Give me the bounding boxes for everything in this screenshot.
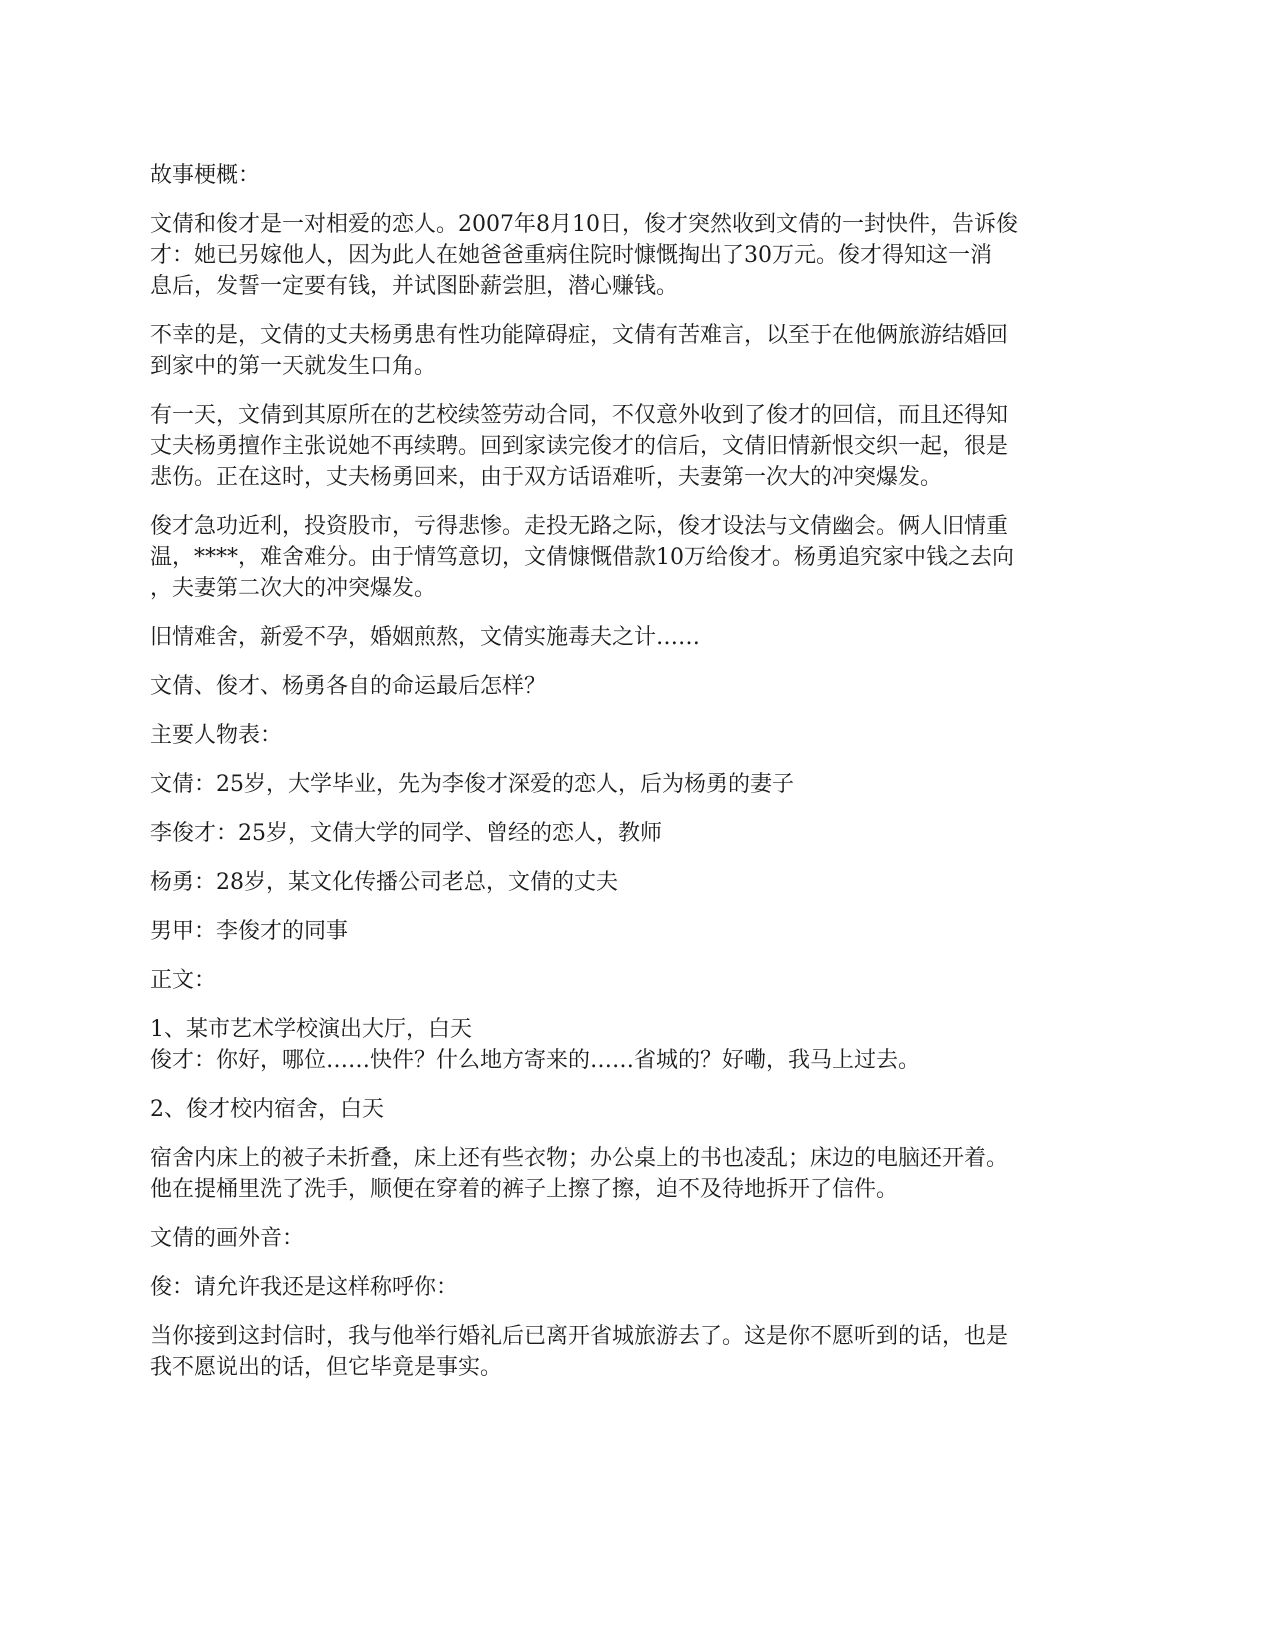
synopsis-paragraph-4 [150, 511, 1125, 604]
text-line: 宿舍内床上的被子未折叠，床上还有些衣物；办公桌上的书也凌乱；床边的电脑还开着。 [150, 1146, 1009, 1171]
synopsis-paragraph-2 [150, 320, 1125, 382]
text-line: 文倩、俊才、杨勇各自的命运最后怎样？ [150, 674, 547, 699]
heading-body: 正文： [150, 968, 217, 993]
dialogue-line: 俊才：你好，哪位……快件？什么地方寄来的……省城的？好嘞，我马上过去。 [150, 1048, 921, 1073]
scene-title: 1、某市艺术学校演出大厅，白天 [150, 1017, 472, 1042]
character-entry: 李俊才：25岁，文倩大学的同学、曾经的恋人，教师 [150, 821, 662, 846]
heading-synopsis: 故事梗概： [150, 163, 261, 188]
text-line: ，夫妻第二次大的冲突爆发。 [150, 576, 437, 601]
text-line: 才：她已另嫁他人，因为此人在她爸爸重病住院时慷慨掏出了30万元。俊才得知这一消 [150, 243, 992, 268]
letter-body [150, 1321, 1125, 1383]
text-line: 息后，发誓一定要有钱，并试图卧薪尝胆，潜心赚钱。 [150, 274, 679, 299]
text-line: 不幸的是，文倩的丈夫杨勇患有性功能障碍症，文倩有苦难言，以至于在他俩旅游结婚回 [150, 323, 1009, 348]
text-line: 俊才急功近利，投资股市，亏得悲惨。走投无路之际，俊才设法与文倩幽会。俩人旧情重 [150, 514, 1009, 539]
scene-action [150, 1143, 1125, 1205]
synopsis-paragraph-6 [150, 671, 1125, 702]
scene-title: 2、俊才校内宿舍，白天 [150, 1097, 384, 1122]
text-line: 我不愿说出的话，但它毕竟是事实。 [150, 1355, 503, 1380]
text-line: 当你接到这封信时，我与他举行婚礼后已离开省城旅游去了。这是你不愿听到的话，也是 [150, 1324, 1009, 1349]
character-entry: 男甲：李俊才的同事 [150, 919, 349, 944]
synopsis-paragraph-5 [150, 622, 1125, 653]
synopsis-paragraph-1 [150, 209, 1125, 302]
text-line: 温，****，难舍难分。由于情笃意切，文倩慷慨借款10万给俊才。杨勇追究家中钱之去向 [150, 545, 1014, 570]
text-line: 有一天，文倩到其原所在的艺校续签劳动合同，不仅意外收到了俊才的回信，而且还得知 [150, 403, 1009, 428]
letter-greeting: 俊：请允许我还是这样称呼你： [150, 1275, 459, 1300]
character-entry: 杨勇：28岁，某文化传播公司老总，文倩的丈夫 [150, 870, 618, 895]
text-line: 悲伤。正在这时，丈夫杨勇回来，由于双方话语难听，夫妻第一次大的冲突爆发。 [150, 465, 943, 490]
text-line: 文倩和俊才是一对相爱的恋人。2007年8月10日，俊才突然收到文倩的一封快件，告诉俊 [150, 212, 1018, 237]
character-entry: 文倩：25岁，大学毕业，先为李俊才深爱的恋人，后为杨勇的妻子 [150, 772, 794, 797]
scene-1 [150, 1014, 1125, 1076]
document-page [150, 160, 1125, 1401]
text-line: 丈夫杨勇擅作主张说她不再续聘。回到家读完俊才的信后，文倩旧情新恨交织一起，很是 [150, 434, 1009, 459]
text-line: 到家中的第一天就发生口角。 [150, 354, 437, 379]
synopsis-paragraph-3 [150, 400, 1125, 493]
heading-characters: 主要人物表： [150, 723, 283, 748]
text-line: 他在提桶里洗了洗手，顺便在穿着的裤子上擦了擦，迫不及待地拆开了信件。 [150, 1177, 899, 1202]
voiceover-label: 文倩的画外音： [150, 1226, 305, 1251]
text-line: 旧情难舍，新爱不孕，婚姻煎熬，文倩实施毒夫之计…… [150, 625, 701, 650]
